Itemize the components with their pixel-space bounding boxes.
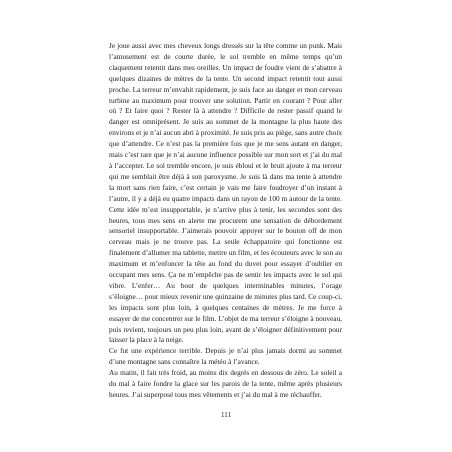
paragraph-3: Au matin, il fait très froid, au moins dix degrés en dessous de zéro. Le soleil a du mal à faire fondre la glace sur les parois de la tente, même après plusieurs heures. J’ai superposé tous mes vêtements et j’ai du mal à me réchauffer. — [109, 368, 342, 399]
page-number: 111 — [221, 411, 231, 419]
body-text — [109, 41, 342, 401]
paragraph-2: Ce fut une expérience terrible. Depuis je n’ai plus jamais dormi au sommet d’une montagne sans connaître la météo à l’avance. — [109, 346, 342, 367]
paragraph-1: Je joue aussi avec mes cheveux longs dressés sur la tête comme un punk. Mais l’amusement est de courte durée, le sol tremble en même temps qu’un claquement retentit dans mes oreilles. Un impact de foudre vient de s’abattre à quelques dizaines de mètres de la tente. Un second impact retentit tout aussi proche. La terreur m’envahit rapidement, je suis face au danger et mon cerveau turbine au maximum pour trouver une solution. Partir en courant ? Pour aller où ? Et faire quoi ? Rester là à attendre ? Difficile de rester passif quand le danger est omniprésent. Je suis au sommet de la montagne la plus haute des environs et je n’ai aucun abri à proximité. Je suis pris au piège, sans autre choix que d’attendre. Ce n’est pas la première fois que je me sens autant en danger, mais c’est rare que je n’ai aucune influence possible sur mon sort et j’ai du mal à l’accepter. Le sol tremble encore, je suis ébloui et le bruit ajoute à ma terreur qui me semblait être déjà à son paroxysme. Je suis là dans ma tente à attendre la mort sans rien faire, c’est certain je vais me faire foudroyer d’un instant à l’autre, il y a déjà eu quatre impacts dans un rayon de 100 m autour de la tente. Cette idée m’est insupportable, je n’arrive plus à tenir, les secondes sont des heures, tous mes sens en alerte me procurent une sensation de débordement sensoriel insupportable. J’aimerais pouvoir appuyer sur le bouton off de mon cerveau mais je ne trouve pas. La seule échappatoire qui fonctionne est finalement d’allumer ma tablette, mettre un film, et les écouteurs avec le son au maximum et m’enfoncer la tête au fond du duvet pour essayer d’oublier en occupant mes sens. Ça ne m’empêche pas de sentir les impacts avec le sol qui vibre. L’enfer… Au bout de quelques interminables minutes, l’orage s’éloigne… pour mieux revenir une quinzaine de minutes plus tard. Ce coup-ci, les impacts sont plus loin, à quelques centaines de mètres. Je me force à essayer de me concentrer sur le film. L’objet de ma terreur s’éloigne à nouveau, puis revient, toujours un peu plus loin, avant de s’éloigner définitivement pour laisser la place à la neige. — [109, 41, 342, 345]
